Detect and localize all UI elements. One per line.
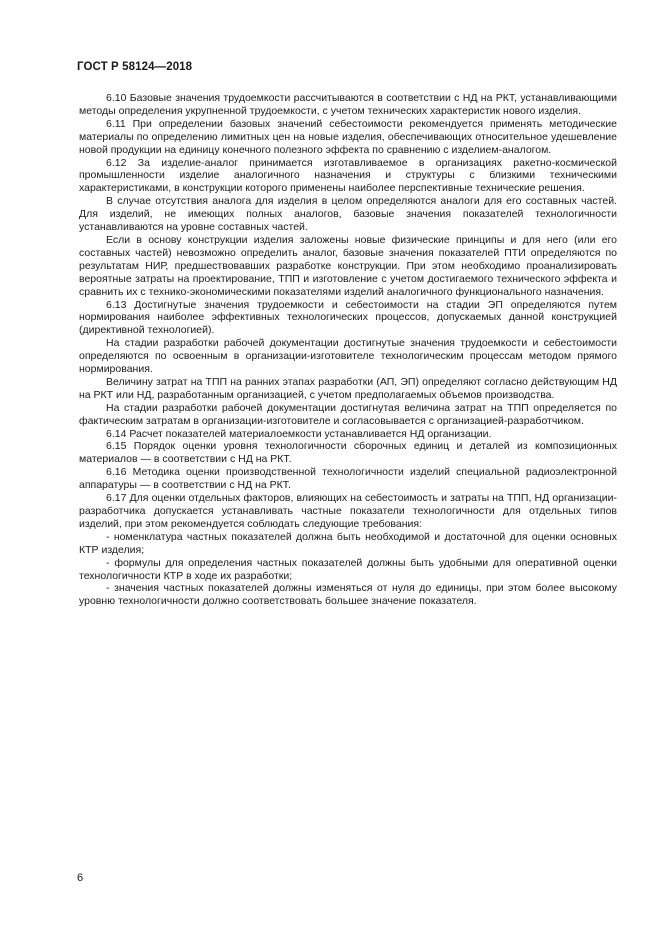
- paragraph-working-docs-stage: На стадии разработки рабочей документации достигнутые значения трудоемкости и себестоимости определяются по освоенным в организации-изготовителе технологическим процессам методом прямого нормирования.: [79, 337, 617, 376]
- document-code-header: ГОСТ Р 58124—2018: [77, 61, 193, 73]
- paragraph-6-16: 6.16 Методика оценки производственной технологичности изделий специальной радиоэлектронной аппаратуры — в соответствии с НД на РКТ.: [79, 466, 617, 492]
- paragraph-6-13: 6.13 Достигнутые значения трудоемкости и себестоимости на стадии ЭП определяются путем нормирования наиболее эффективных технологических процессов, допускаемых данной конструкцией (директивной технологией).: [79, 298, 617, 337]
- list-item-requirement-3: - значения частных показателей должны изменяться от нуля до единицы, при этом более высокому уровню технологичности должно соответствовать большее значение показателя.: [79, 582, 617, 608]
- paragraph-6-10: 6.10 Базовые значения трудоемкости рассчитываются в соответствии с НД на РКТ, устанавливающими методы определения укрупненной трудоемкости, с учетом технических характеристик нового изделия.: [79, 92, 617, 117]
- paragraph-tpp-early-stages: Величину затрат на ТПП на ранних этапах разработки (АП, ЭП) определяют согласно действующим НД на РКТ или НД, разработанным организацией, с учетом предполагаемых объемов производства.: [79, 375, 617, 401]
- paragraph-6-14: 6.14 Расчет показателей материалоемкости устанавливается НД организации.: [106, 427, 492, 440]
- list-item-requirement-2: - формулы для определения частных показателей должны быть удобными для оперативной оценки технологичности КТР в ходе их разработки;: [79, 556, 617, 582]
- list-item-requirement-1: - номенклатура частных показателей должна быть необходимой и достаточной для оценки основных КТР изделия;: [79, 530, 617, 556]
- paragraph-new-principles: Если в основу конструкции изделия заложены новые физические принципы и для него (или его составных частей) невозможно определить аналог, базовые значения показателей ПТИ определяются по результатам НИР, предшествовавших разработке конструкции. При этом необходимо проанализировать вероятные затраты на проектирование, ТПП и изготовление с учетом достигаемого технического эффекта и сравнить их с технико-экономическими показателями изделий аналогичного функционального назначения.: [79, 233, 617, 298]
- paragraph-6-15: 6.15 Порядок оценки уровня технологичности сборочных единиц и деталей из композиционных материалов — в соответствии с НД на РКТ.: [79, 440, 617, 466]
- paragraph-6-11: 6.11 При определении базовых значений себестоимости рекомендуется применять методические материалы по определению лимитных цен на новые изделия, обеспечивающих относительное удешевление новой продукции на единицу конечного полезного эффекта по сравнению с изделием-аналогом.: [79, 117, 617, 156]
- paragraph-6-12: 6.12 За изделие-аналог принимается изготавливаемое в организациях ракетно-космической промышленности изделие аналогичного назначения и структуры с близкими техническими характеристиками, в конструкции которого применены наиболее перспективные технические решения.: [79, 156, 617, 195]
- paragraph-tpp-working-docs: На стадии разработки рабочей документации достигнутая величина затрат на ТПП определяется по фактическим затратам в организации-изготовителе и согласовывается с организацией-разработчиком.: [79, 401, 617, 427]
- paragraph-no-analog: В случае отсутствия аналога для изделия в целом определяются аналоги для его составных частей. Для изделий, не имеющих полных аналогов, базовые значения показателей технологичности устанавливаются на уровне составных частей.: [79, 195, 617, 234]
- page-number: 6: [77, 872, 84, 884]
- document-body: [79, 92, 617, 608]
- paragraph-6-17: 6.17 Для оценки отдельных факторов, влияющих на себестоимость и затраты на ТПП, НД организации-разработчика допускается устанавливать частные показатели технологичности для отдельных типов изделий, при этом рекомендуется соблюдать следующие требования:: [79, 492, 617, 530]
